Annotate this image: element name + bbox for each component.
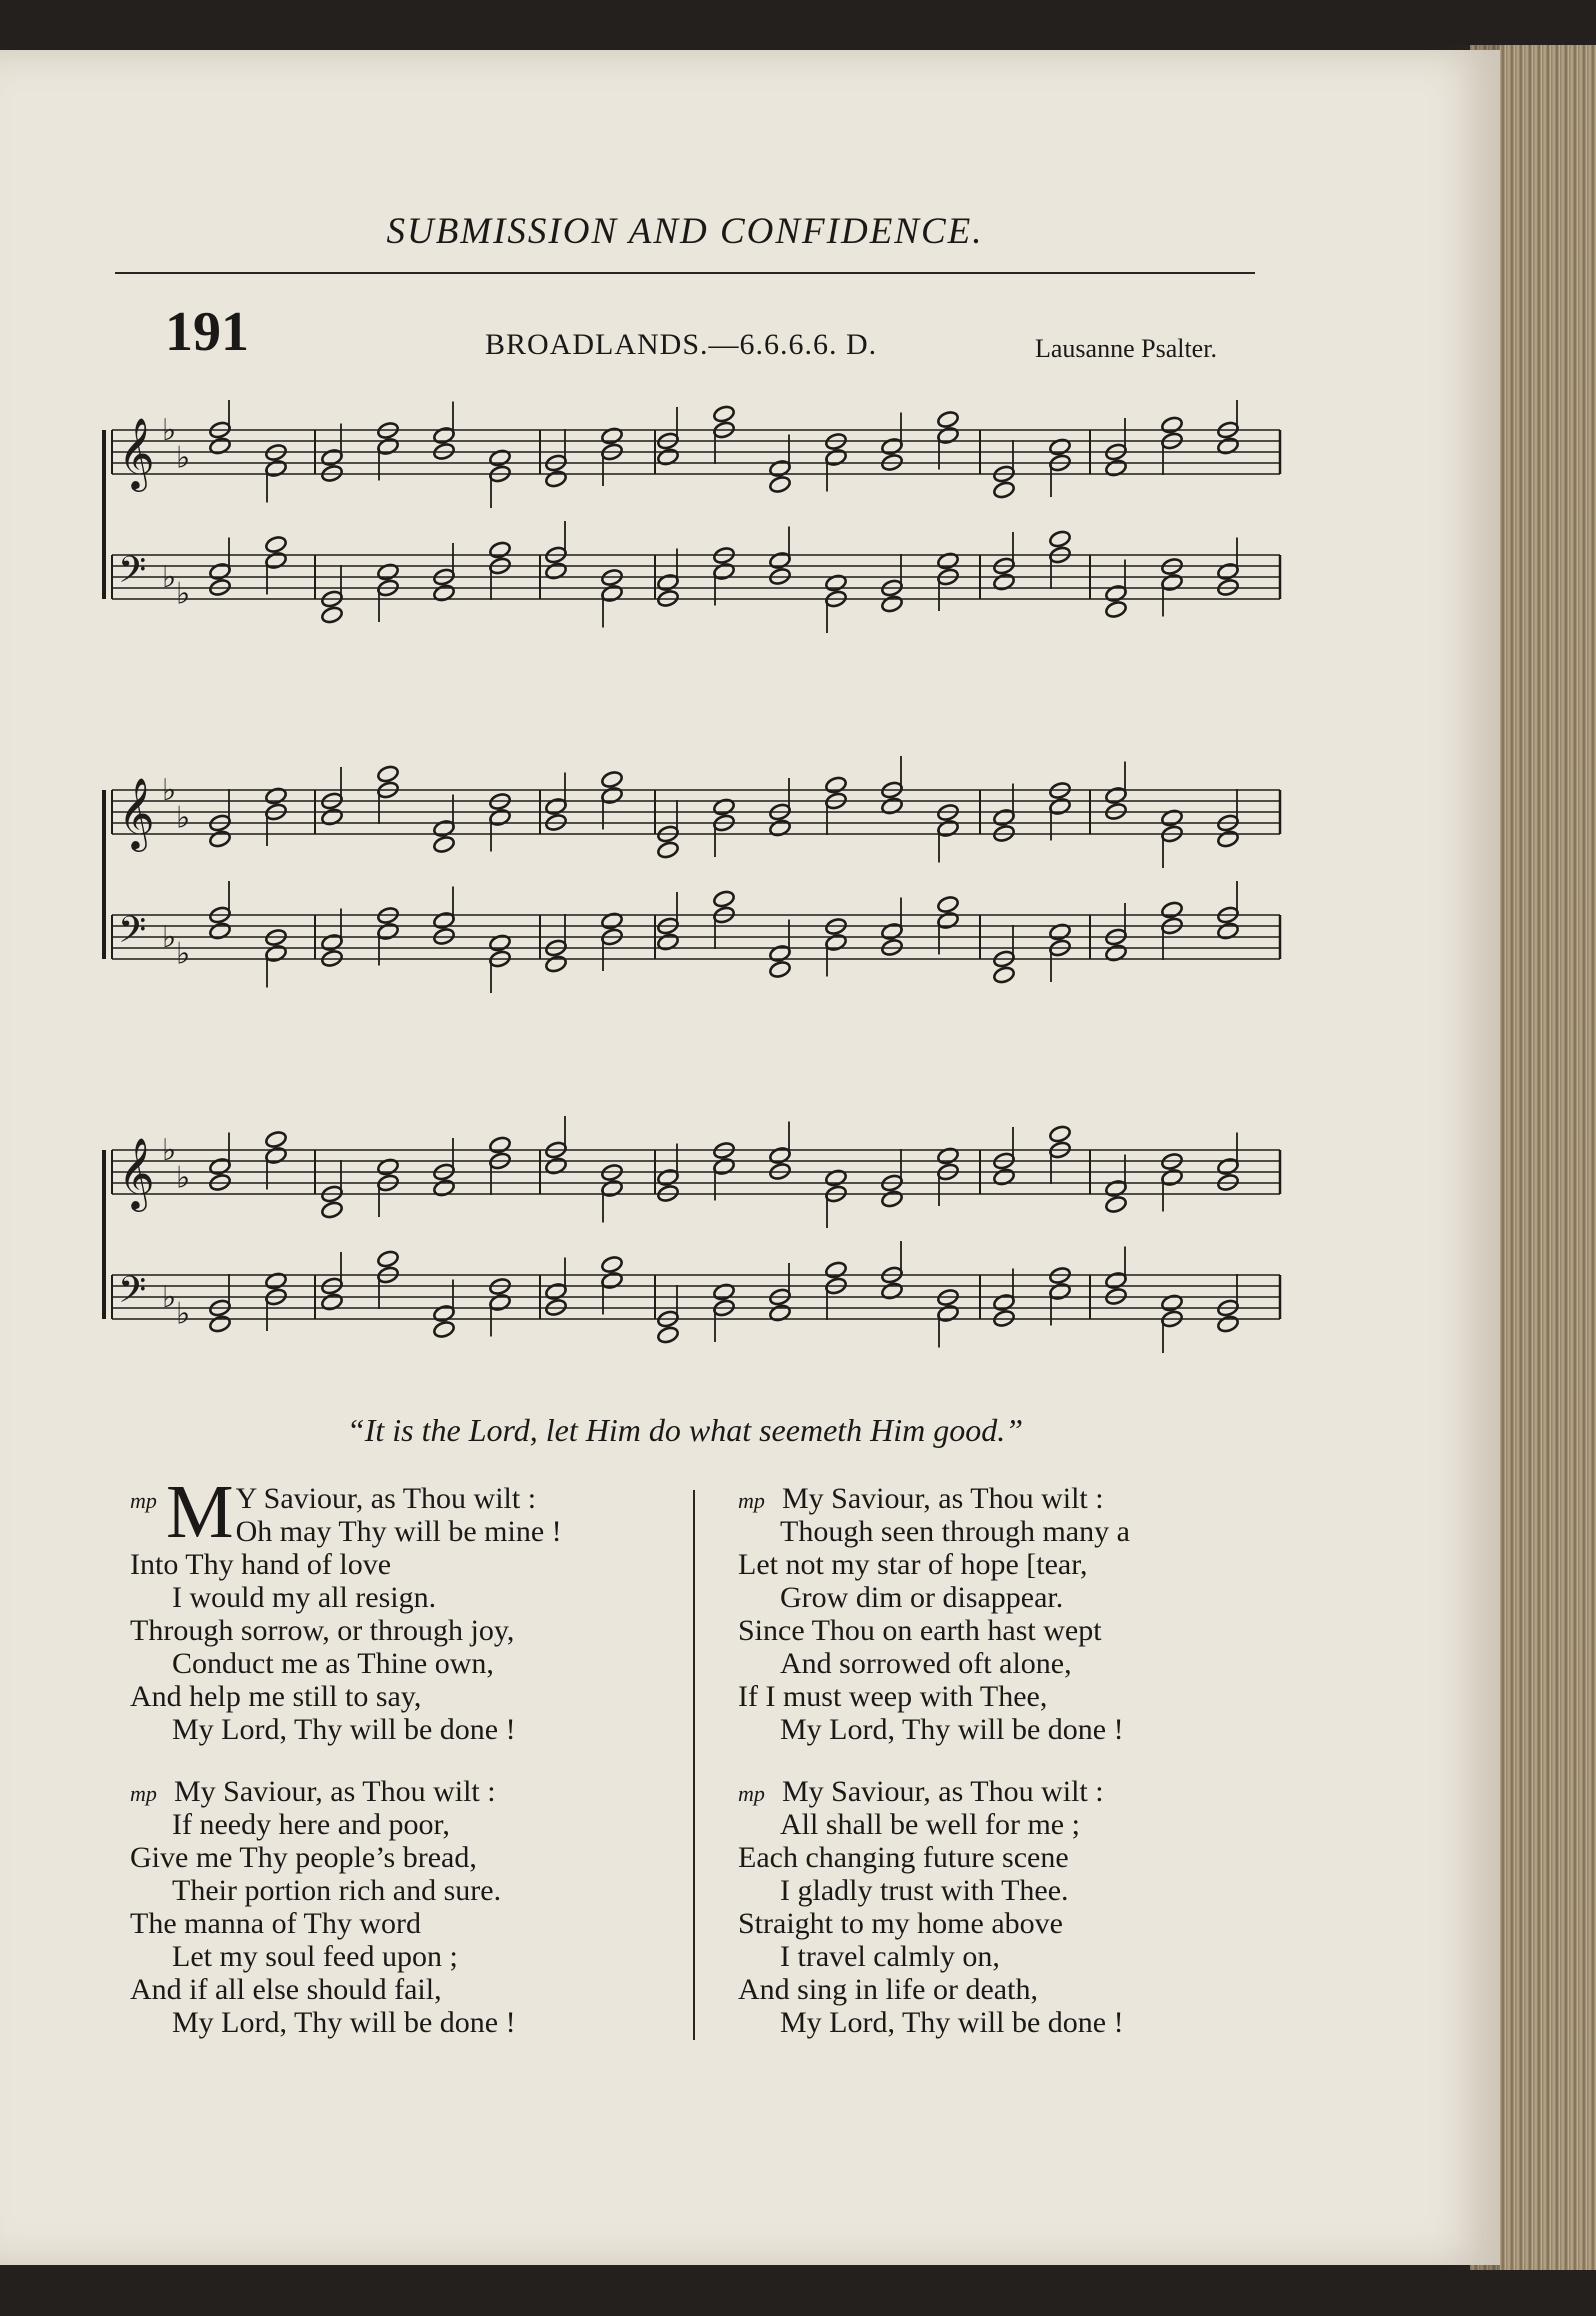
verse-line: Let my soul feed upon ;: [172, 1940, 458, 1973]
verse-line: My Lord, Thy will be done !: [172, 2006, 516, 2039]
half-note-head: [880, 1189, 903, 1208]
verse: [738, 1775, 1298, 2039]
verse-line: And sing in life or death,: [738, 1973, 1038, 2006]
verse-line: And sorrowed oft alone,: [780, 1647, 1072, 1680]
verse-column-left: [130, 1470, 670, 2068]
verse-line: And help me still to say,: [130, 1680, 422, 1713]
half-note-head: [656, 840, 679, 859]
running-head: SUBMISSION AND CONFIDENCE.: [386, 211, 984, 252]
half-note-head: [880, 594, 903, 613]
verse-line: My Saviour, as Thou wilt :: [782, 1482, 1104, 1515]
verse-line: Their portion rich and sure.: [172, 1874, 502, 1907]
half-note-head: [936, 895, 959, 914]
verse-line: Grow dim or disappear.: [780, 1581, 1064, 1614]
verse: [130, 1470, 670, 1746]
verse-line: If needy here and poor,: [172, 1808, 450, 1841]
half-note-head: [264, 1130, 287, 1149]
verse-line: Into Thy hand of love: [130, 1548, 392, 1581]
half-note-head: [1104, 600, 1127, 619]
half-note-head: [768, 960, 791, 979]
half-note-head: [712, 404, 735, 423]
verse: [738, 1482, 1298, 1746]
half-note-head: [1048, 529, 1071, 548]
dynamic-marking: mp: [738, 1488, 765, 1513]
half-note-head: [264, 535, 287, 554]
treble-clef-icon: 𝄞: [118, 776, 155, 849]
bass-clef-icon: 𝄢: [118, 549, 147, 600]
head-rule: [115, 272, 1255, 274]
flat-icon: ♭: [162, 560, 177, 595]
verse-line: If I must weep with Thee,: [738, 1680, 1048, 1713]
verse-line: Though seen through many a: [780, 1515, 1130, 1548]
hymn-number: 191: [165, 301, 249, 363]
flat-icon: ♭: [162, 413, 177, 448]
verse-line: My Lord, Thy will be done !: [780, 1713, 1124, 1746]
verse-line: My Saviour, as Thou wilt :: [782, 1775, 1104, 1808]
verse-line: My Saviour, as Thou wilt :: [174, 1775, 496, 1808]
verse-line: I gladly trust with Thee.: [780, 1874, 1069, 1907]
half-note-head: [936, 410, 959, 429]
verse-line: Since Thou on earth hast wept: [738, 1614, 1102, 1647]
half-note-head: [1160, 900, 1183, 919]
bass-clef-icon: 𝄢: [118, 909, 147, 960]
verse-line: All shall be well for me ;: [780, 1808, 1080, 1841]
half-note-head: [376, 1249, 399, 1268]
verse-line: I travel calmly on,: [780, 1940, 1000, 1973]
column-rule: [693, 1490, 695, 2040]
bass-clef-icon: 𝄢: [118, 1269, 147, 1320]
half-note-head: [208, 1314, 231, 1333]
half-note-head: [992, 480, 1015, 499]
dynamic-marking: mp: [738, 1781, 765, 1806]
verse: [130, 1775, 670, 2039]
tune-name: BROADLANDS.—6.6.6.6. D.: [485, 328, 878, 361]
verse-line: Let not my star of hope [tear,: [738, 1548, 1088, 1581]
half-note-head: [600, 1255, 623, 1274]
epigraph: “It is the Lord, let Him do what seemeth Him good.”: [346, 1412, 1024, 1448]
treble-clef-icon: 𝄞: [118, 416, 155, 489]
verse-line: Y Saviour, as Thou wilt :: [235, 1482, 537, 1515]
flat-icon: ♭: [176, 440, 191, 476]
half-note-head: [544, 954, 567, 973]
verse-line: I would my all resign.: [172, 1581, 437, 1614]
verse-line: Through sorrow, or through joy,: [130, 1614, 515, 1647]
half-note-head: [600, 770, 623, 789]
half-note-head: [824, 1260, 847, 1279]
dynamic-marking: mp: [130, 1488, 157, 1513]
half-note-head: [432, 835, 455, 854]
flat-icon: ♭: [162, 773, 177, 808]
half-note-head: [376, 764, 399, 783]
half-note-head: [768, 475, 791, 494]
flat-icon: ♭: [176, 1160, 191, 1196]
verse-line: Conduct me as Thine own,: [172, 1647, 494, 1680]
verse-line: My Lord, Thy will be done !: [780, 2006, 1124, 2039]
verse-line: Straight to my home above: [738, 1907, 1063, 1940]
flat-icon: ♭: [162, 1133, 177, 1168]
hymnal-page: [0, 50, 1500, 2265]
half-note-head: [1216, 1314, 1239, 1333]
half-note-head: [1160, 415, 1183, 434]
half-note-head: [1216, 829, 1239, 848]
half-note-head: [320, 1200, 343, 1219]
flat-icon: ♭: [176, 800, 191, 836]
half-note-head: [432, 1320, 455, 1339]
half-note-head: [488, 540, 511, 559]
half-note-head: [712, 889, 735, 908]
drop-cap: M: [166, 1470, 234, 1554]
flat-icon: ♭: [162, 1280, 177, 1315]
verse-column-right: [738, 1482, 1298, 2068]
half-note-head: [824, 775, 847, 794]
dynamic-marking: mp: [130, 1781, 157, 1806]
verse-line: Oh may Thy will be mine !: [235, 1515, 562, 1548]
treble-clef-icon: 𝄞: [118, 1136, 155, 1209]
half-note-head: [320, 605, 343, 624]
flat-icon: ♭: [176, 1296, 191, 1332]
half-note-head: [1048, 1124, 1071, 1143]
verse-line: The manna of Thy word: [130, 1907, 422, 1940]
half-note-head: [1104, 1195, 1127, 1214]
verse-line: My Lord, Thy will be done !: [172, 1713, 516, 1746]
half-note-head: [992, 965, 1015, 984]
flat-icon: ♭: [162, 920, 177, 955]
music-score: [100, 400, 1300, 1400]
verse-line: Each changing future scene: [738, 1841, 1069, 1874]
half-note-head: [488, 1135, 511, 1154]
verse-line: Give me Thy people’s bread,: [130, 1841, 477, 1874]
half-note-head: [544, 469, 567, 488]
half-note-head: [208, 829, 231, 848]
flat-icon: ♭: [176, 576, 191, 612]
tune-source: Lausanne Psalter.: [1035, 334, 1217, 363]
flat-icon: ♭: [176, 936, 191, 972]
verse-line: And if all else should fail,: [130, 1973, 442, 2006]
half-note-head: [656, 1325, 679, 1344]
